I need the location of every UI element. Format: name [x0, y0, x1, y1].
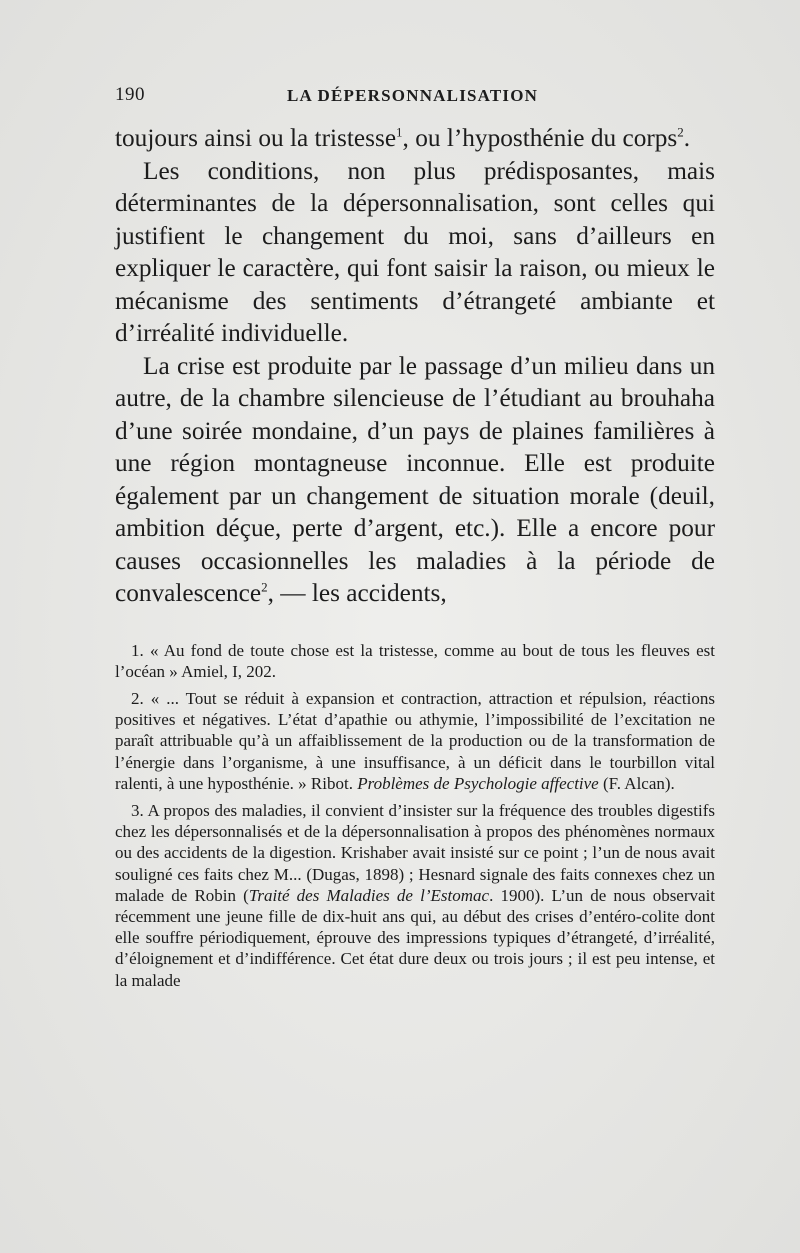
- book-title: Problèmes de Psychologie affective: [357, 773, 599, 793]
- paragraph-text: , — les accidents,: [267, 579, 447, 607]
- paragraph-text: La crise est produite par le passage d’un milieu dans un autre, de la chambre silencieuse de l’étudiant au brouhaha d’une soirée mondaine, d’un pays de plaines familières à une région montagneuse inconnue. Elle est produite également par un changement de situation morale (deuil, ambition déçue, perte d’argent, etc.). Elle a encore pour causes occasionnelles les maladies à la période de convalescence: [115, 351, 715, 607]
- paragraph-conditions: Les conditions, non plus prédisposantes, mais déterminantes de la dépersonnalisation, sont celles qui justifient le changement du moi, sans d’ailleurs en expliquer le caractère, qui font saisir la raison, ou mieux le mécanisme des sentiments d’étrangeté ambiante et d’irréalité individuelle.: [115, 156, 715, 347]
- paragraph-text: , ou l’hyposthénie du corps: [402, 124, 678, 152]
- paragraph-continuation: [115, 122, 715, 155]
- footnote-ref: 2: [677, 124, 684, 140]
- footnote-1: 1. « Au fond de toute chose est la tristesse, comme au bout de tous les fleuves est l’océan » Amiel, I, 202.: [115, 640, 715, 681]
- footnote-ref: 2: [261, 579, 268, 595]
- footnote-text: (F. Alcan).: [602, 773, 675, 793]
- running-title: LA DÉPERSONNALISATION: [287, 86, 539, 105]
- footnote-text: . 1900). L’un de nous observait récemment une jeune fille de dix-huit ans qui, au début des crises d’entéro-colite dont elle souffre périodiquement, éprouve des impressions typiques d’étrangeté, d’irréalité, d’éloignement et d’indifférence. Cet état dure deux ou trois jours ; il est peu intense, et la malade: [115, 885, 716, 990]
- running-head: [115, 80, 715, 110]
- footnote-text: 2. « ... Tout se réduit à expansion et contraction, attraction et répulsion, réactions positives et négatives. L’état d’apathie ou athymie, l’impossibilité de l’excitation ne paraît attribuable qu’à un affaiblissement de la production ou de la transformation de l’énergie dans l’organisme, à une insuffisance, à un déficit dans le tourbillon vital ralenti, à une hyposthénie. » Ribot.: [115, 688, 715, 793]
- footnote-text: 3. A propos des maladies, il convient d’insister sur la fréquence des troubles digestifs chez les dépersonnalisés et de la dépersonnalisation à propos des phénomènes normaux ou des accidents de la digestion. Krishaber avait insisté sur ce point ; l’un de nous avait souligné ces faits chez M... (Dugas, 1898) ; Hesnard signale des faits connexes chez un malade de Robin (: [115, 800, 715, 905]
- page-number: 190: [115, 84, 145, 105]
- paragraph-text: toujours ainsi ou la tristesse: [115, 124, 397, 152]
- paragraph-crisis: [115, 350, 715, 610]
- paragraph-text: .: [683, 124, 691, 152]
- body-text: [115, 122, 715, 610]
- book-title: Traité des Maladies de l’Estomac: [248, 885, 490, 905]
- footnote-ref: 1: [396, 124, 403, 140]
- footnotes: [115, 640, 715, 991]
- footnote-3: [115, 800, 715, 991]
- footnote-2: [115, 688, 715, 794]
